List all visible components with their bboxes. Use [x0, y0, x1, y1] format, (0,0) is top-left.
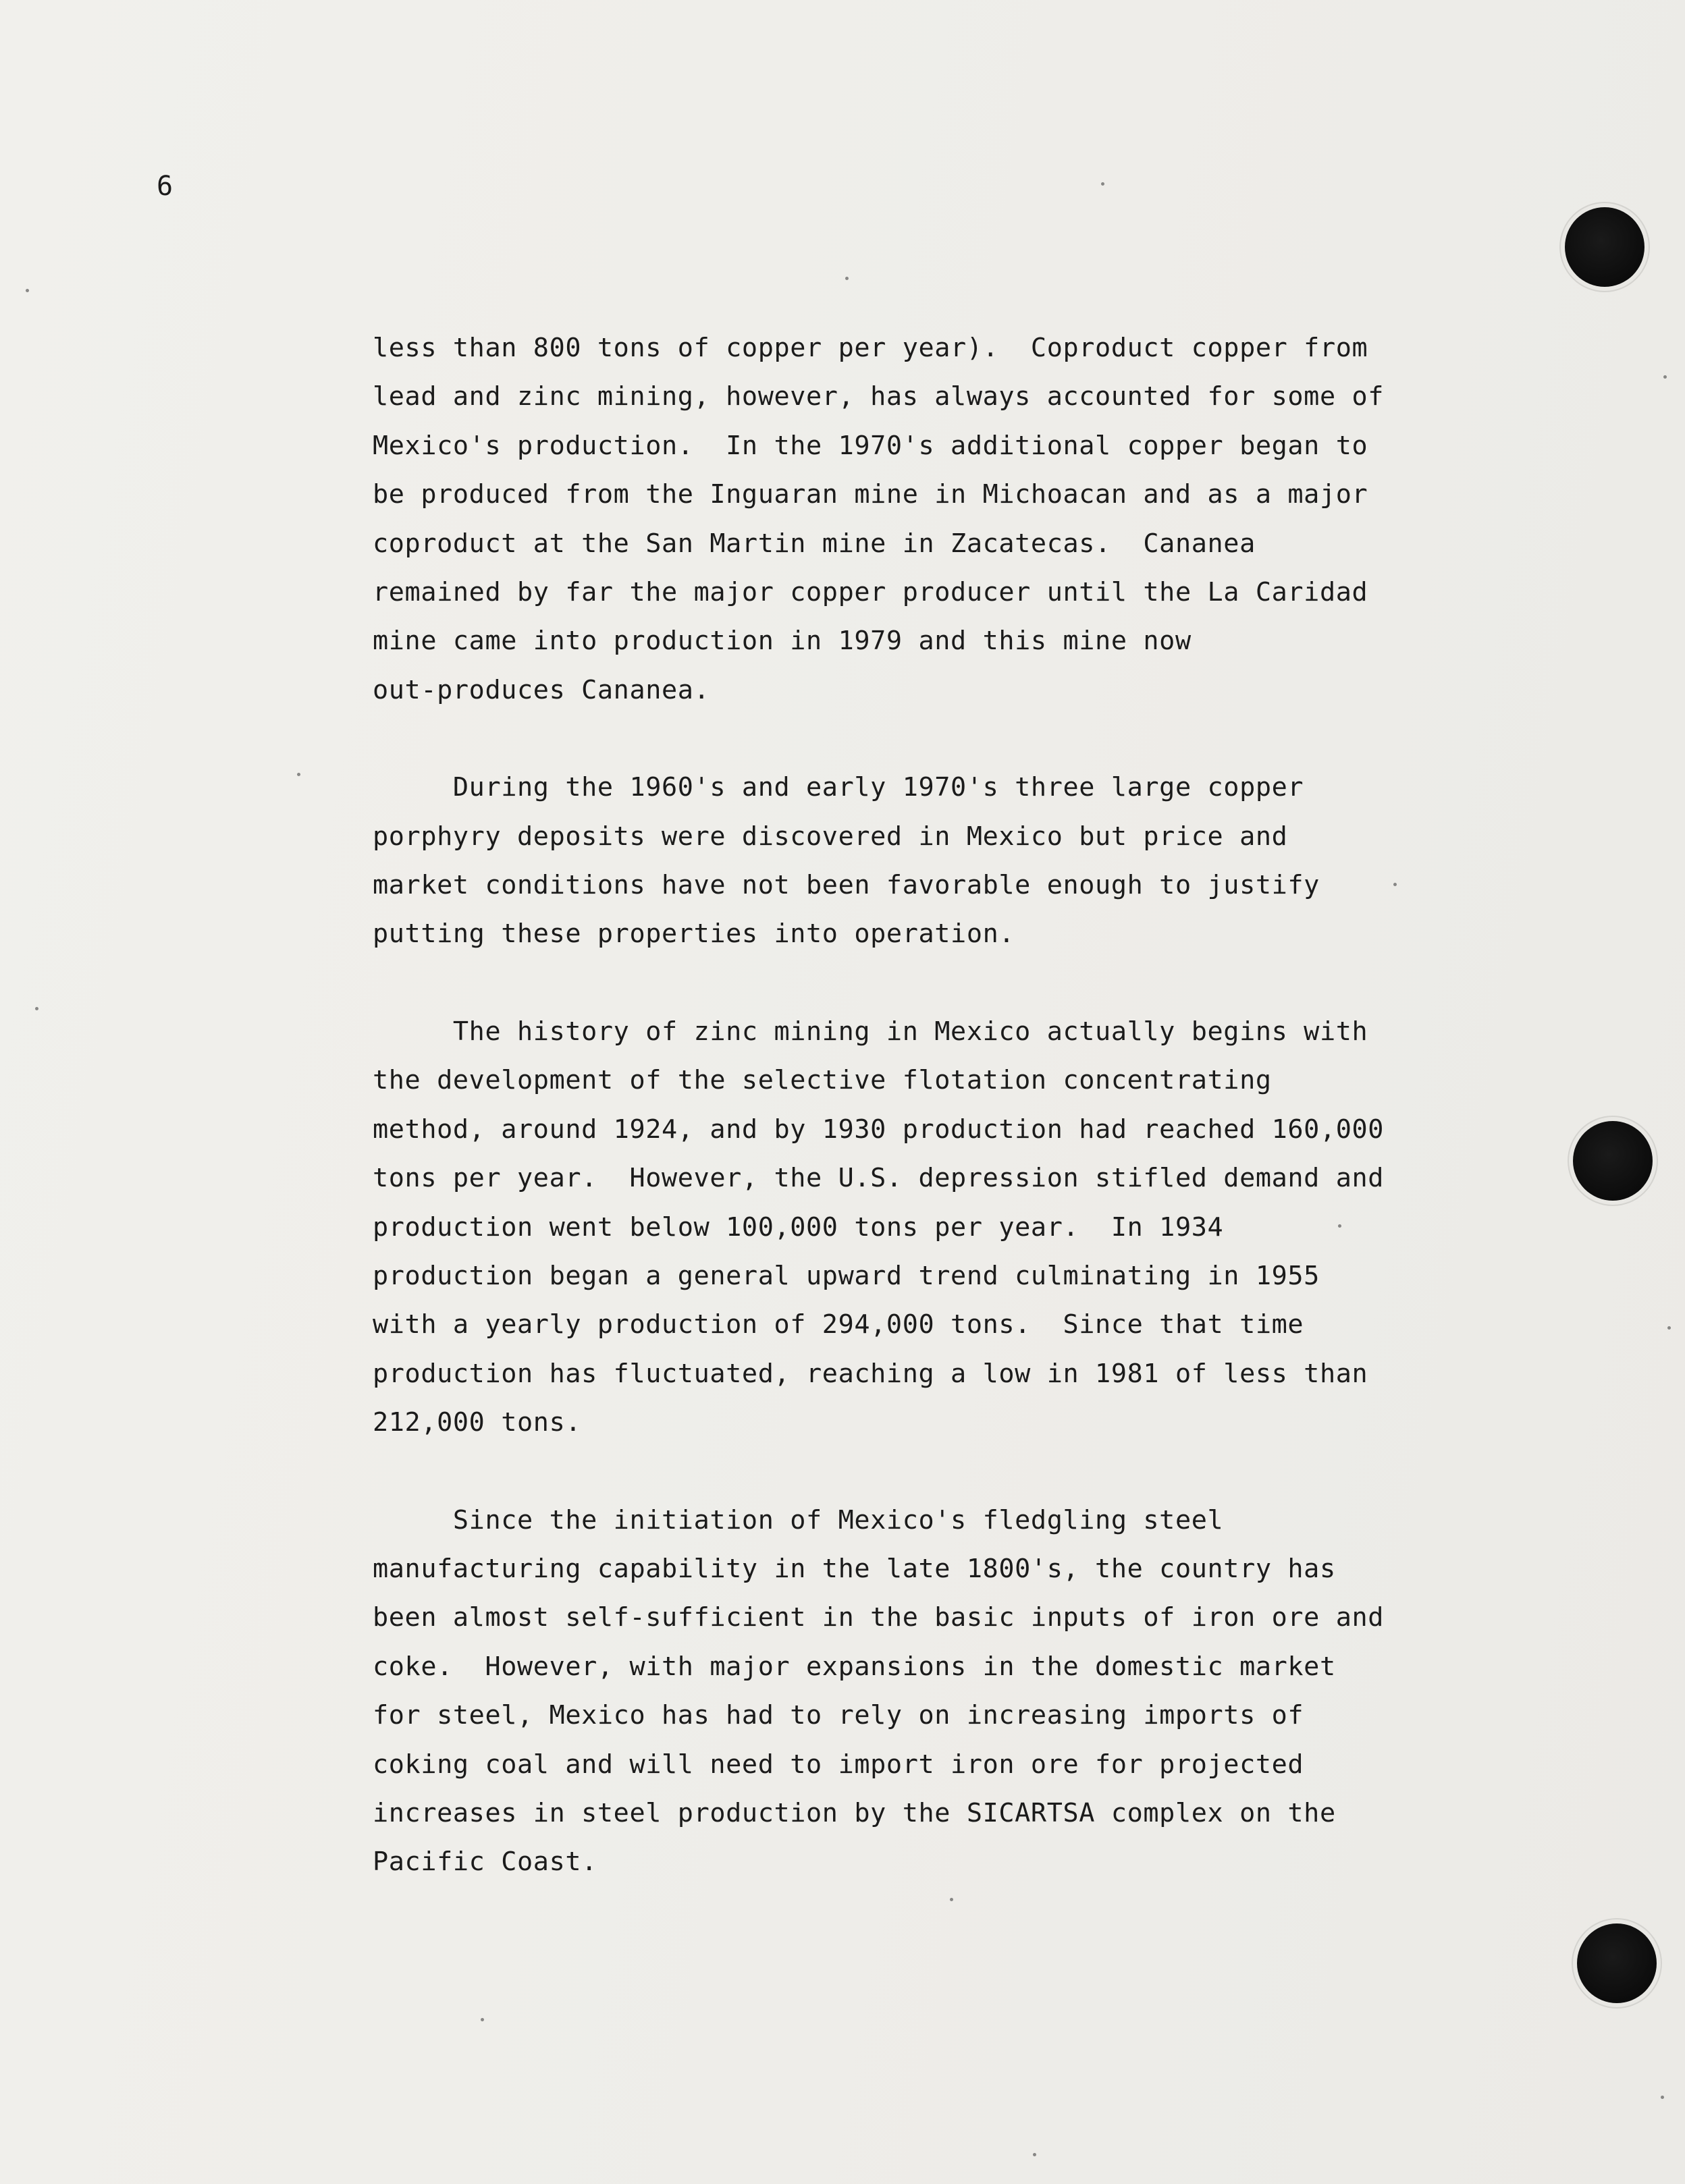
- text-line: The history of zinc mining in Mexico actually begins with: [373, 1016, 1368, 1047]
- text-line: coproduct at the San Martin mine in Zacatecas. Cananea: [373, 528, 1256, 559]
- paragraph-4: [373, 1496, 1412, 1887]
- text-line: less than 800 tons of copper per year). Coproduct copper from: [373, 333, 1368, 363]
- text-line: method, around 1924, and by 1930 production had reached 160,000: [373, 1114, 1385, 1145]
- paragraph-spacer: [373, 715, 1412, 763]
- text-line: Since the initiation of Mexico's fledgling steel: [373, 1504, 1224, 1535]
- text-line: Pacific Coast.: [373, 1847, 597, 1878]
- text-line: been almost self-sufficient in the basic inputs of iron ore and: [373, 1602, 1385, 1633]
- speck: [1667, 1326, 1671, 1330]
- text-line: putting these properties into operation.: [373, 919, 1015, 950]
- paragraph-spacer: [373, 1448, 1412, 1496]
- paragraph-1: [373, 324, 1412, 715]
- text-line: tons per year. However, the U.S. depression stifled demand and: [373, 1163, 1385, 1194]
- page-number: 6: [157, 171, 173, 202]
- speck: [1338, 1224, 1341, 1228]
- text-line: increases in steel production by the SICARTSA complex on the: [373, 1797, 1336, 1828]
- text-line: manufacturing capability in the late 1800's, the country has: [373, 1553, 1336, 1584]
- text-line: coke. However, with major expansions in the domestic market: [373, 1651, 1336, 1682]
- paragraph-2: [373, 763, 1412, 959]
- speck: [950, 1898, 953, 1901]
- text-line: the development of the selective flotation concentrating: [373, 1065, 1272, 1096]
- speck: [297, 773, 300, 776]
- paragraph-spacer: [373, 959, 1412, 1008]
- speck: [35, 1007, 38, 1010]
- speck: [1033, 2153, 1036, 2156]
- text-line: remained by far the major copper producer until the La Caridad: [373, 577, 1368, 608]
- text-line: During the 1960's and early 1970's three large copper: [373, 772, 1304, 803]
- text-line: lead and zinc mining, however, has always accounted for some of: [373, 381, 1385, 412]
- text-line: for steel, Mexico has had to rely on increasing imports of: [373, 1700, 1304, 1731]
- text-line: mine came into production in 1979 and this mine now: [373, 626, 1192, 657]
- body-text: [373, 324, 1412, 1887]
- speck: [1663, 375, 1667, 379]
- text-line: with a yearly production of 294,000 tons. Since that time: [373, 1309, 1304, 1340]
- speck: [481, 2018, 484, 2021]
- speck: [1393, 883, 1397, 886]
- speck: [1101, 182, 1104, 186]
- text-line: be produced from the Inguaran mine in Michoacan and as a major: [373, 479, 1368, 510]
- punch-hole: [1565, 207, 1644, 287]
- text-line: coking coal and will need to import iron ore for projected: [373, 1749, 1304, 1780]
- speck: [845, 277, 849, 280]
- text-line: 212,000 tons.: [373, 1407, 582, 1438]
- text-line: production went below 100,000 tons per year. In 1934: [373, 1211, 1224, 1243]
- speck: [1661, 2096, 1664, 2099]
- punch-hole: [1573, 1121, 1653, 1201]
- text-line: market conditions have not been favorable enough to justify: [373, 870, 1320, 901]
- text-line: production has fluctuated, reaching a low in 1981 of less than: [373, 1358, 1368, 1389]
- speck: [26, 289, 29, 292]
- text-line: porphyry deposits were discovered in Mexico but price and: [373, 821, 1288, 852]
- text-line: Mexico's production. In the 1970's additional copper began to: [373, 430, 1368, 461]
- text-line: production began a general upward trend culminating in 1955: [373, 1260, 1320, 1291]
- text-line: out-produces Cananea.: [373, 674, 710, 705]
- punch-hole: [1577, 1923, 1657, 2003]
- paragraph-3: [373, 1008, 1412, 1448]
